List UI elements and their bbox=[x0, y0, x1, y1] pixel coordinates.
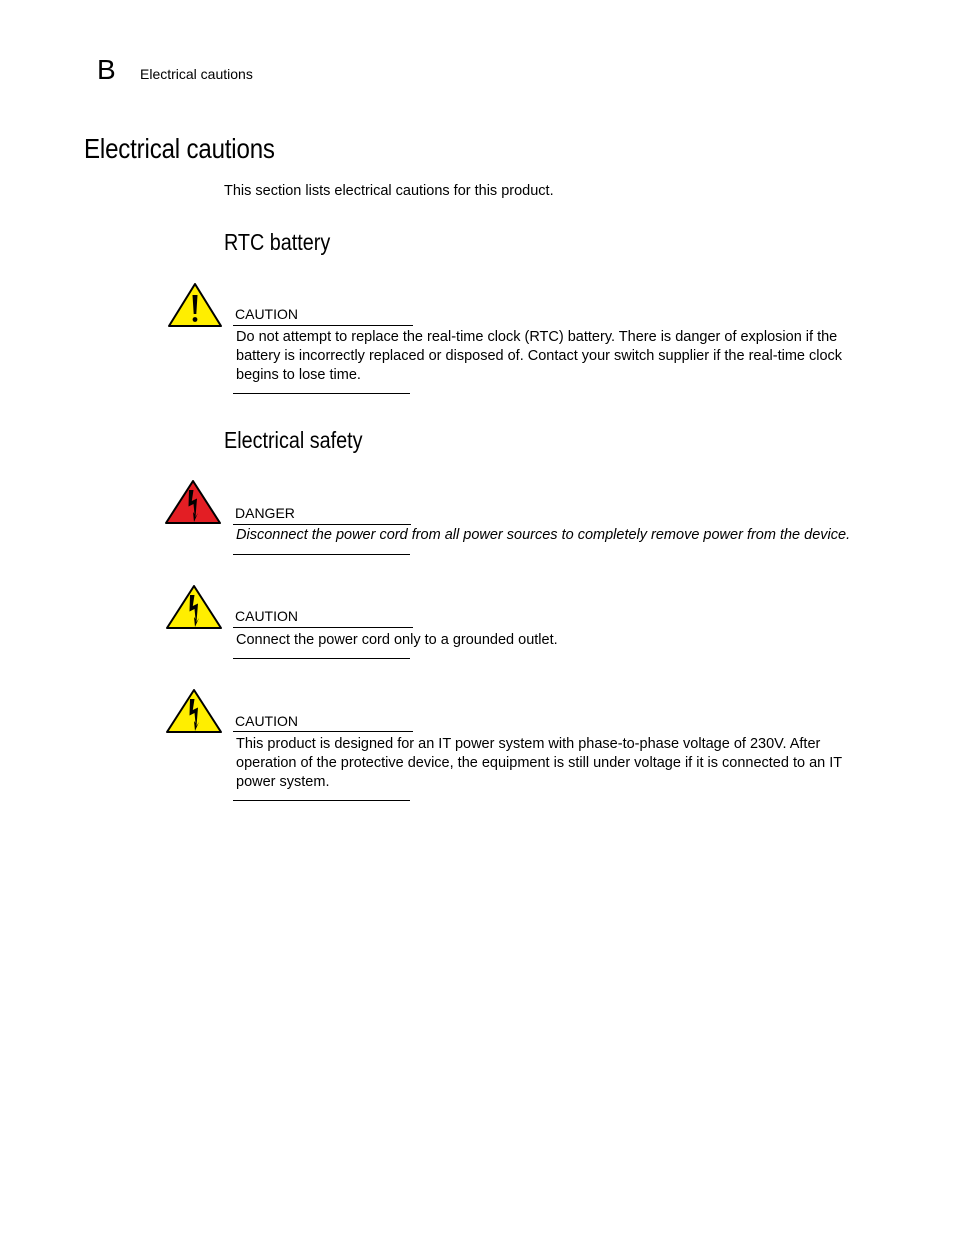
caution-label: CAUTION bbox=[235, 608, 298, 624]
section-heading-rtc-battery: RTC battery bbox=[224, 229, 331, 255]
danger-label: DANGER bbox=[235, 505, 295, 521]
notice-bottom-rule bbox=[233, 658, 410, 659]
caution-label: CAUTION bbox=[235, 713, 298, 729]
caution-text: Connect the power cord only to a grounded outlet. bbox=[236, 632, 558, 648]
appendix-letter: B bbox=[97, 54, 116, 85]
caution-text: This product is designed for an IT power system with phase-to-phase voltage of 230V. After operation of the protective device, the equipment is still under voltage if it is connected to an IT power system. bbox=[236, 736, 842, 790]
section-heading-electrical-safety: Electrical safety bbox=[224, 427, 363, 453]
notice-bottom-rule bbox=[233, 393, 410, 394]
notice-bottom-rule bbox=[233, 800, 410, 801]
page-title: Electrical cautions bbox=[84, 133, 275, 164]
notice-bottom-rule bbox=[233, 554, 410, 555]
intro-paragraph: This section lists electrical cautions for this product. bbox=[224, 183, 554, 199]
danger-text: Disconnect the power cord from all power sources to completely remove power from the device. bbox=[236, 527, 851, 543]
running-header-title: Electrical cautions bbox=[140, 66, 253, 82]
notice-top-rule bbox=[233, 325, 413, 326]
caution-label: CAUTION bbox=[235, 306, 298, 322]
electrical-caution-icon bbox=[165, 688, 223, 734]
caution-text: Do not attempt to replace the real-time clock (RTC) battery. There is danger of explosion if the battery is incorrectly replaced or disposed of. Contact your switch supplier if the real-time clock begins to lose time. bbox=[236, 329, 843, 383]
notice-top-rule bbox=[233, 731, 413, 732]
notice-top-rule bbox=[233, 524, 411, 525]
electrical-danger-icon bbox=[164, 479, 222, 525]
exclamation-caution-icon bbox=[167, 282, 223, 328]
notice-top-rule bbox=[233, 627, 413, 628]
electrical-caution-icon bbox=[165, 584, 223, 630]
